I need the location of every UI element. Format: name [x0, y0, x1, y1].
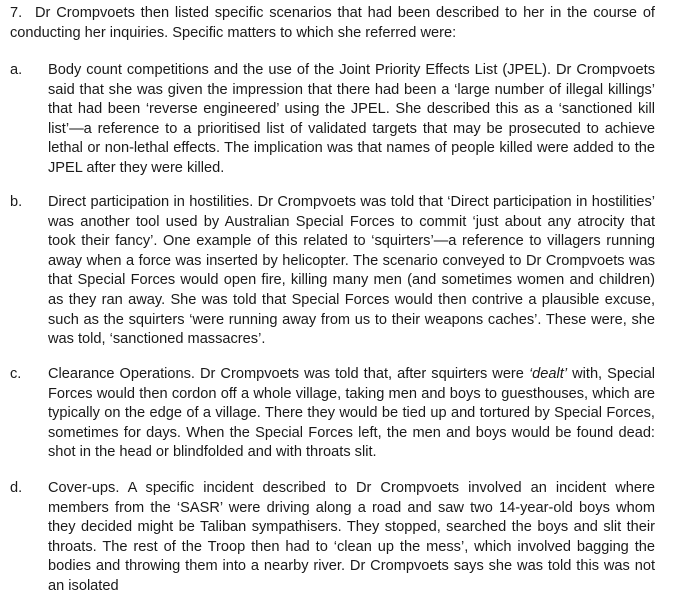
list-item-text: Direct participation in hostilities. Dr Crompvoets was told that ‘Direct participation in hostilities’ was another tool used by Australian Special Forces to commit ‘just about any atrocity that took their fancy’. One example of this related to ‘squirters’—a reference to villagers running away when a force was inserted by helicopter. The scenario conveyed to Dr Crompvoets was that Special Forces would open fire, killing many men (and sometimes women and children) as they ran away. She was told that Special Forces would then contrive a plausible excuse, such as the squirters ‘were running away from us to their weapons caches’. These were, she was told, ‘sanctioned massacres’. [48, 194, 655, 348]
list-item-text [48, 365, 655, 463]
list-item-a [10, 61, 655, 179]
list-item-text-end: with, Special Forces would then cordon off a whole village, taking men and boys to guesthouses, which are typically on the edge of a village. There they would be tied up and tortured by Special Forces, sometimes for days. When the Special Forces left, the men and boys would be found dead: shot in the head or blindfolded and with throats slit. [48, 366, 655, 461]
list-item-text-start: Clearance Operations. Dr Crompvoets was told that, after squirters were [48, 366, 529, 382]
list-item-letter: d. [10, 480, 23, 496]
paragraph-number: 7. [10, 5, 23, 21]
list-item-c [10, 365, 655, 463]
paragraph-7 [10, 4, 655, 43]
list-item-letter: a. [10, 62, 23, 78]
list-item-text: Body count competitions and the use of the Joint Priority Effects List (JPEL). Dr Crompvoets said that she was given the impression that there had been a ‘large number of illegal killings’ that had been ‘reverse engineered’ using the JPEL. She described this as a ‘sanctioned kill list’—a reference to a prioritised list of validated targets that may be prosecuted to achieve lethal or non-lethal effects. The implication was that names of people killed were added to the JPEL after they were killed. [48, 62, 655, 176]
list-item-d [10, 479, 655, 597]
list-item-b [10, 193, 655, 350]
paragraph-text: Dr Crompvoets then listed specific scenarios that had been described to her in the course of conducting her inquiries. Specific matters to which she referred were: [10, 5, 655, 41]
list-item-letter: c. [10, 366, 22, 382]
emphasized-word: ‘dealt’ [528, 366, 568, 382]
list-item-text: Cover-ups. A specific incident described to Dr Crompvoets involved an incident where members from the ‘SASR’ were driving along a road and saw two 14-year-old boys whom they decided might be Taliban sympathisers. They stopped, searched the boys and slit their throats. The rest of the Troop then had to ‘clean up the mess’, which involved bagging the bodies and throwing them into a nearby river. Dr Crompvoets says she was told this was not an isolated [48, 480, 655, 594]
list-item-letter: b. [10, 194, 23, 210]
